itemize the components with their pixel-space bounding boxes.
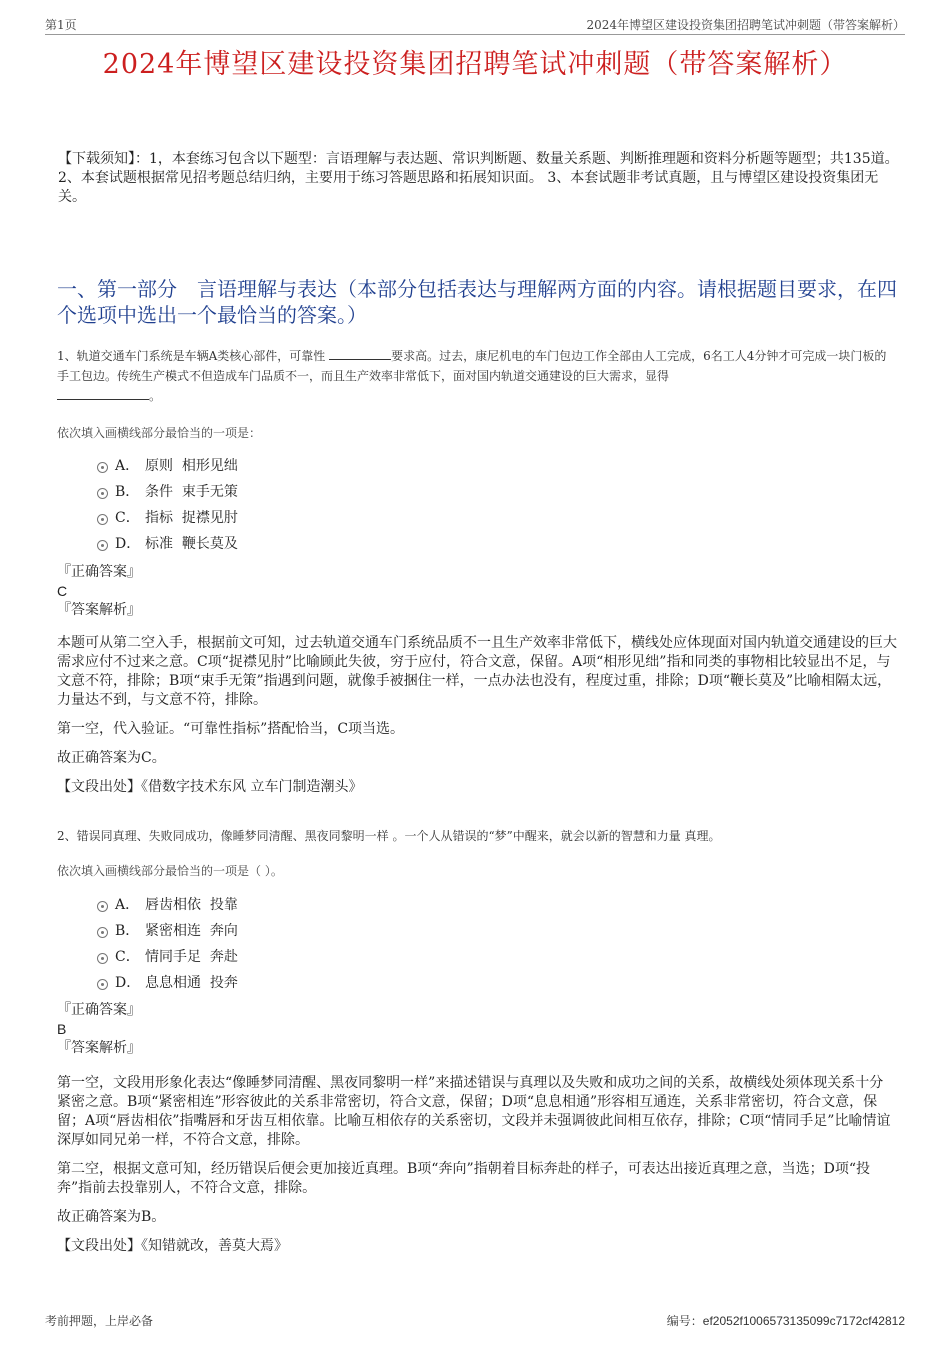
stem-part: 要求高。过去，康尼机电的车门包边工作全部由人工完成，6名工人4分钟才可完成一块门板的手工包边。传统生产模式不但造成车门品质不一，而且生产效率非常低下，面对国内轨道交通建设的巨大需求，显得	[57, 349, 887, 383]
option-letter: D．	[115, 536, 141, 552]
radio-icon[interactable]	[97, 901, 108, 912]
question-stem	[57, 346, 897, 406]
radio-icon[interactable]	[97, 514, 108, 525]
option-letter: A．	[115, 458, 140, 474]
option-text: 原则 相形见绌	[145, 458, 238, 474]
radio-icon[interactable]	[97, 953, 108, 964]
radio-icon[interactable]	[97, 927, 108, 938]
footer-slogan: 考前押题，上岸必备	[45, 1314, 154, 1328]
analysis-section	[57, 1074, 897, 1266]
source-citation: 【文段出处】《知错就改，善莫大焉》	[57, 1238, 288, 1254]
option-text: 紧密相连 奔向	[145, 923, 238, 939]
question-1	[57, 346, 897, 406]
option-text: 息息相通 投奔	[145, 975, 238, 991]
page-number: 第1页	[45, 18, 77, 32]
fill-blank	[329, 347, 391, 360]
page-footer	[45, 1312, 905, 1332]
options-list	[57, 456, 897, 560]
option-letter: C．	[115, 510, 140, 526]
header-doc-title: 2024年博望区建设投资集团招聘笔试冲刺题（带答案解析）	[586, 18, 905, 32]
footer-code-label: 编号：	[666, 1314, 703, 1328]
analysis-paragraph: 故正确答案为C。	[57, 750, 166, 766]
option-text: 情同手足 奔赴	[145, 949, 238, 965]
option-text: 唇齿相依 投靠	[145, 897, 238, 913]
answer-label: 『正确答案』	[57, 564, 141, 580]
analysis-paragraph: 第二空，根据文意可知，经历错误后便会更加接近真理。B项“奔向”指朝着目标奔赴的样子，可表达出接近真理之意，当选；D项“投奔”指前去投靠别人，不符合文意，排除。	[57, 1161, 870, 1196]
radio-icon[interactable]	[97, 462, 108, 473]
analysis-paragraph: 第一空，代入验证。“可靠性指标”搭配恰当，C项当选。	[57, 721, 405, 737]
option-letter: B．	[115, 484, 140, 500]
section-heading: 一、第一部分 言语理解与表达（本部分包括表达与理解两方面的内容。请根据题目要求，在四个选项中选出一个最恰当的答案。）	[57, 277, 897, 327]
analysis-section	[57, 634, 897, 807]
correct-answer: C	[57, 583, 68, 599]
correct-answer: B	[57, 1021, 67, 1037]
analysis-paragraph: 本题可从第二空入手，根据前文可知，过去轨道交通车门系统品质不一且生产效率非常低下，横线处应体现面对国内轨道交通建设的巨大需求应付不过来之意。C项“捉襟见肘”比喻顾此失彼，穷于应付，符合文意，保留。A项“相形见绌”指和同类的事物相比较显出不足，与文意不符，排除；B项“束手无策”指遇到问题，就像手被捆住一样，一点办法也没有，程度过重，排除；D项“鞭长莫及”比喻相隔太远，力量达不到，与文意不符，排除。	[57, 635, 897, 708]
answer-section	[57, 1001, 897, 1058]
download-notice: 【下载须知】：1，本套练习包含以下题型：言语理解与表达题、常识判断题、数量关系题、判断推理题和资料分析题等题型；共135道。 2、本套试题根据常见招考题总结归纳，主要用于练习答题思路和拓展知识面。 3、本套试题非考试真题，且与博望区建设投资集团无关。	[58, 151, 899, 205]
option-a[interactable]	[57, 456, 897, 482]
option-letter: C．	[115, 949, 140, 965]
option-text: 指标 捉襟见肘	[145, 510, 238, 526]
question-instruction: 依次填入画横线部分最恰当的一项是：	[57, 426, 262, 440]
page-header	[45, 14, 905, 35]
radio-icon[interactable]	[97, 979, 108, 990]
option-text: 条件 束手无策	[145, 484, 238, 500]
option-letter: D．	[115, 975, 141, 991]
footer-code: ef2052f1006573135099c7172cf42812	[702, 1314, 905, 1328]
options-list	[57, 895, 897, 999]
option-letter: B．	[115, 923, 140, 939]
radio-icon[interactable]	[97, 540, 108, 551]
analysis-paragraph: 第一空，文段用形象化表达“像睡梦同清醒、黑夜同黎明一样”来描述错误与真理以及失败和成功之间的关系，故横线处须体现关系十分紧密之意。B项“紧密相连”形容彼此的关系非常密切，符合文意，保留；D项“息息相通”形容相互通连，关系非常密切，符合文意，保留；A项“唇齿相依”指嘴唇和牙齿互相依靠。比喻互相依存的关系密切，文段并未强调彼此间相互依存，排除；C项“情同手足”比喻情谊深厚如同兄弟一样，不符合文意，排除。	[57, 1075, 891, 1148]
option-c[interactable]	[57, 508, 897, 534]
answer-section	[57, 563, 897, 620]
stem-part: 1、轨道交通车门系统是车辆A类核心部件，可靠性	[57, 349, 330, 363]
option-letter: A．	[115, 897, 140, 913]
option-d[interactable]	[57, 534, 897, 560]
footer-code-wrap	[667, 1312, 905, 1329]
option-c[interactable]	[57, 947, 897, 973]
answer-label: 『正确答案』	[57, 1002, 141, 1018]
analysis-paragraph: 故正确答案为B。	[57, 1209, 166, 1225]
analysis-label: 『答案解析』	[57, 602, 141, 618]
question-2-stem: 2、错误同真理、失败同成功，像睡梦同清醒、黑夜同黎明一样 。一个人从错误的“梦”中醒来，就会以新的智慧和力量 真理。	[57, 829, 721, 843]
stem-part: 。	[149, 389, 162, 403]
source-citation: 【文段出处】《借数字技术东风 立车门制造潮头》	[57, 779, 363, 795]
document-title: 2024年博望区建设投资集团招聘笔试冲刺题（带答案解析）	[102, 49, 848, 80]
analysis-label: 『答案解析』	[57, 1040, 141, 1056]
radio-icon[interactable]	[97, 488, 108, 499]
question-instruction: 依次填入画横线部分最恰当的一项是（ ）。	[57, 864, 283, 878]
option-b[interactable]	[57, 921, 897, 947]
option-b[interactable]	[57, 482, 897, 508]
option-a[interactable]	[57, 895, 897, 921]
option-d[interactable]	[57, 973, 897, 999]
option-text: 标准 鞭长莫及	[145, 536, 238, 552]
fill-blank	[57, 387, 149, 400]
